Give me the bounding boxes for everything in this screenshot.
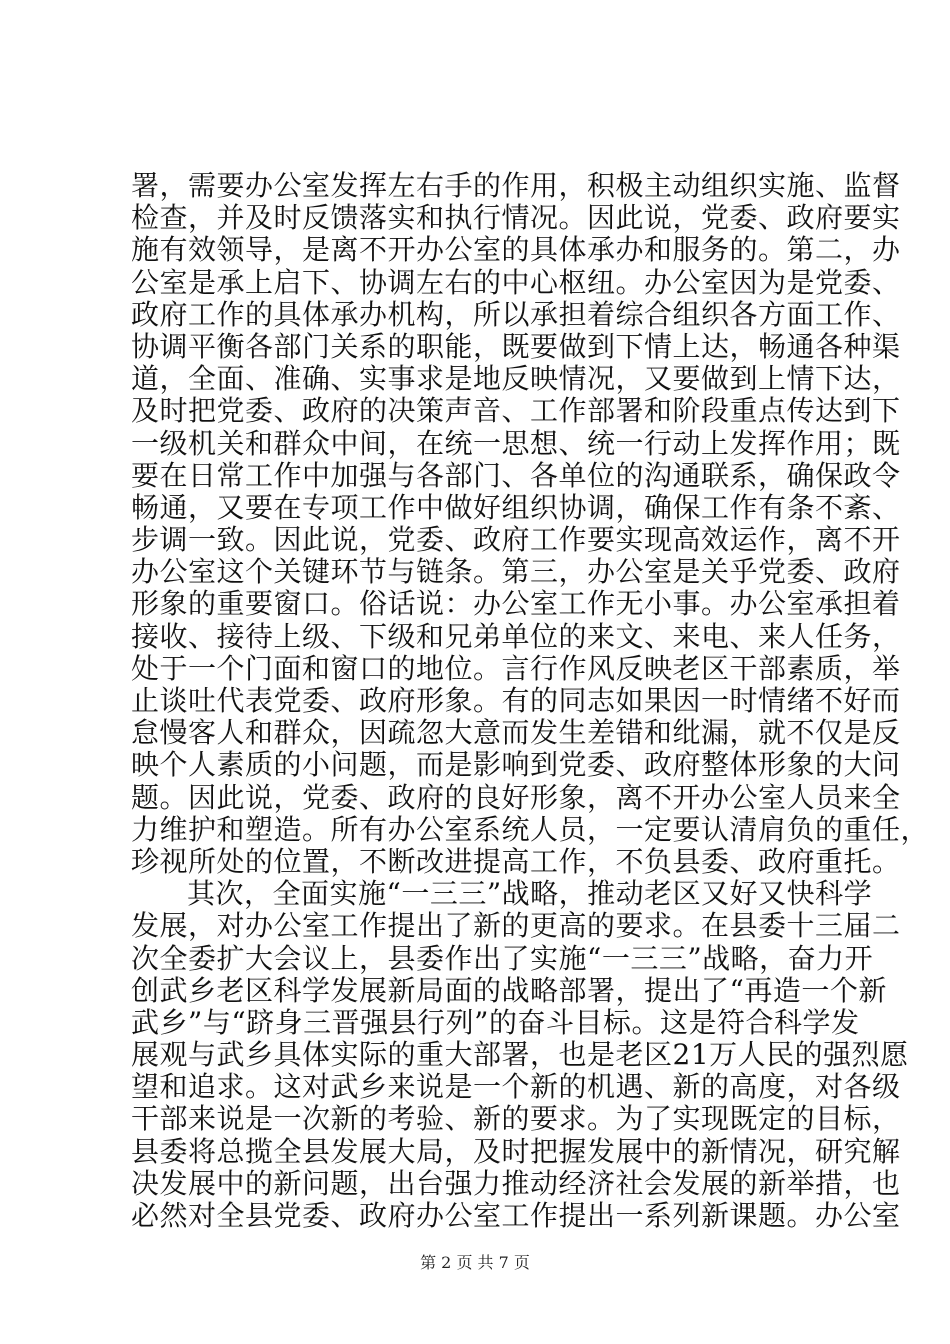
text-line: 创武乡老区科学发展新局面的战略部署，提出了“再造一个新 — [131, 973, 887, 1007]
text-line: 望和追求。这对武乡来说是一个新的机遇、新的高度，对各级 — [131, 1070, 901, 1104]
text-line: 施有效领导，是离不开办公室的具体承办和服务的。第二，办 — [131, 233, 901, 267]
text-line: 题。因此说，党委、政府的良好形象，离不开办公室人员来全 — [131, 780, 901, 814]
text-line: 道，全面、准确、实事求是地反映情况，又要做到上情下达， — [131, 362, 901, 396]
text-line: 映个人素质的小问题，而是影响到党委、政府整体形象的大问 — [131, 748, 901, 782]
text-line: 畅通，又要在专项工作中做好组织协调，确保工作有条不紊、 — [131, 490, 901, 524]
text-line: 接收、接待上级、下级和兄弟单位的来文、来电、来人任务， — [131, 619, 901, 653]
text-line: 干部来说是一次新的考验、新的要求。为了实现既定的目标， — [131, 1102, 901, 1136]
text-line: 必然对全县党委、政府办公室工作提出一系列新课题。办公室 — [131, 1199, 901, 1232]
text-line: 政府工作的具体承办机构，所以承担着综合组织各方面工作、 — [131, 297, 901, 331]
text-line: 力维护和塑造。所有办公室系统人员，一定要认清肩负的重任， — [131, 812, 930, 846]
text-line: 一级机关和群众中间，在统一思想、统一行动上发挥作用；既 — [131, 426, 901, 460]
text-line: 检查，并及时反馈落实和执行情况。因此说，党委、政府要实 — [131, 201, 901, 235]
text-line: 展观与武乡具体实际的重大部署，也是老区21万人民的强烈愿 — [131, 1038, 909, 1072]
text-line: 县委将总揽全县发展大局，及时把握发展中的新情况，研究解 — [131, 1134, 901, 1168]
body-text — [131, 169, 930, 1232]
text-line: 及时把党委、政府的决策声音、工作部署和阶段重点传达到下 — [131, 394, 901, 428]
text-line: 怠慢客人和群众，因疏忽大意而发生差错和纰漏，就不仅是反 — [131, 716, 901, 750]
text-line: 止谈吐代表党委、政府形象。有的同志如果因一时情绪不好而 — [131, 684, 901, 717]
text-line: 协调平衡各部门关系的职能，既要做到下情上达，畅通各种渠 — [131, 329, 901, 363]
page-number-footer: 第 2 页 共 7 页 — [420, 1253, 530, 1272]
text-line: 步调一致。因此说，党委、政府工作要实现高效运作，离不开 — [131, 523, 901, 557]
text-line: 署，需要办公室发挥左右手的作用，积极主动组织实施、监督 — [131, 169, 901, 202]
text-line: 珍视所处的位置，不断改进提高工作，不负县委、政府重托。 — [131, 844, 901, 878]
text-line: 办公室这个关键环节与链条。第三，办公室是关乎党委、政府 — [131, 555, 901, 589]
text-line: 形象的重要窗口。俗话说：办公室工作无小事。办公室承担着 — [131, 587, 901, 621]
text-line: 次全委扩大会议上，县委作出了实施“一三三”战略，奋力开 — [131, 941, 874, 975]
text-line: 决发展中的新问题，出台强力推动经济社会发展的新举措，也 — [131, 1166, 901, 1200]
text-line: 武乡”与“跻身三晋强县行列”的奋斗目标。这是符合科学发 — [131, 1005, 860, 1039]
paragraph-start-line: 其次，全面实施“一三三”战略，推动老区又好又快科学 — [187, 877, 873, 911]
text-line: 要在日常工作中加强与各部门、各单位的沟通联系，确保政令 — [131, 458, 901, 492]
text-line: 处于一个门面和窗口的地位。言行作风反映老区干部素质，举 — [131, 651, 901, 685]
text-line: 发展，对办公室工作提出了新的更高的要求。在县委十三届二 — [131, 909, 901, 943]
text-line: 公室是承上启下、协调左右的中心枢纽。办公室因为是党委、 — [131, 265, 901, 299]
